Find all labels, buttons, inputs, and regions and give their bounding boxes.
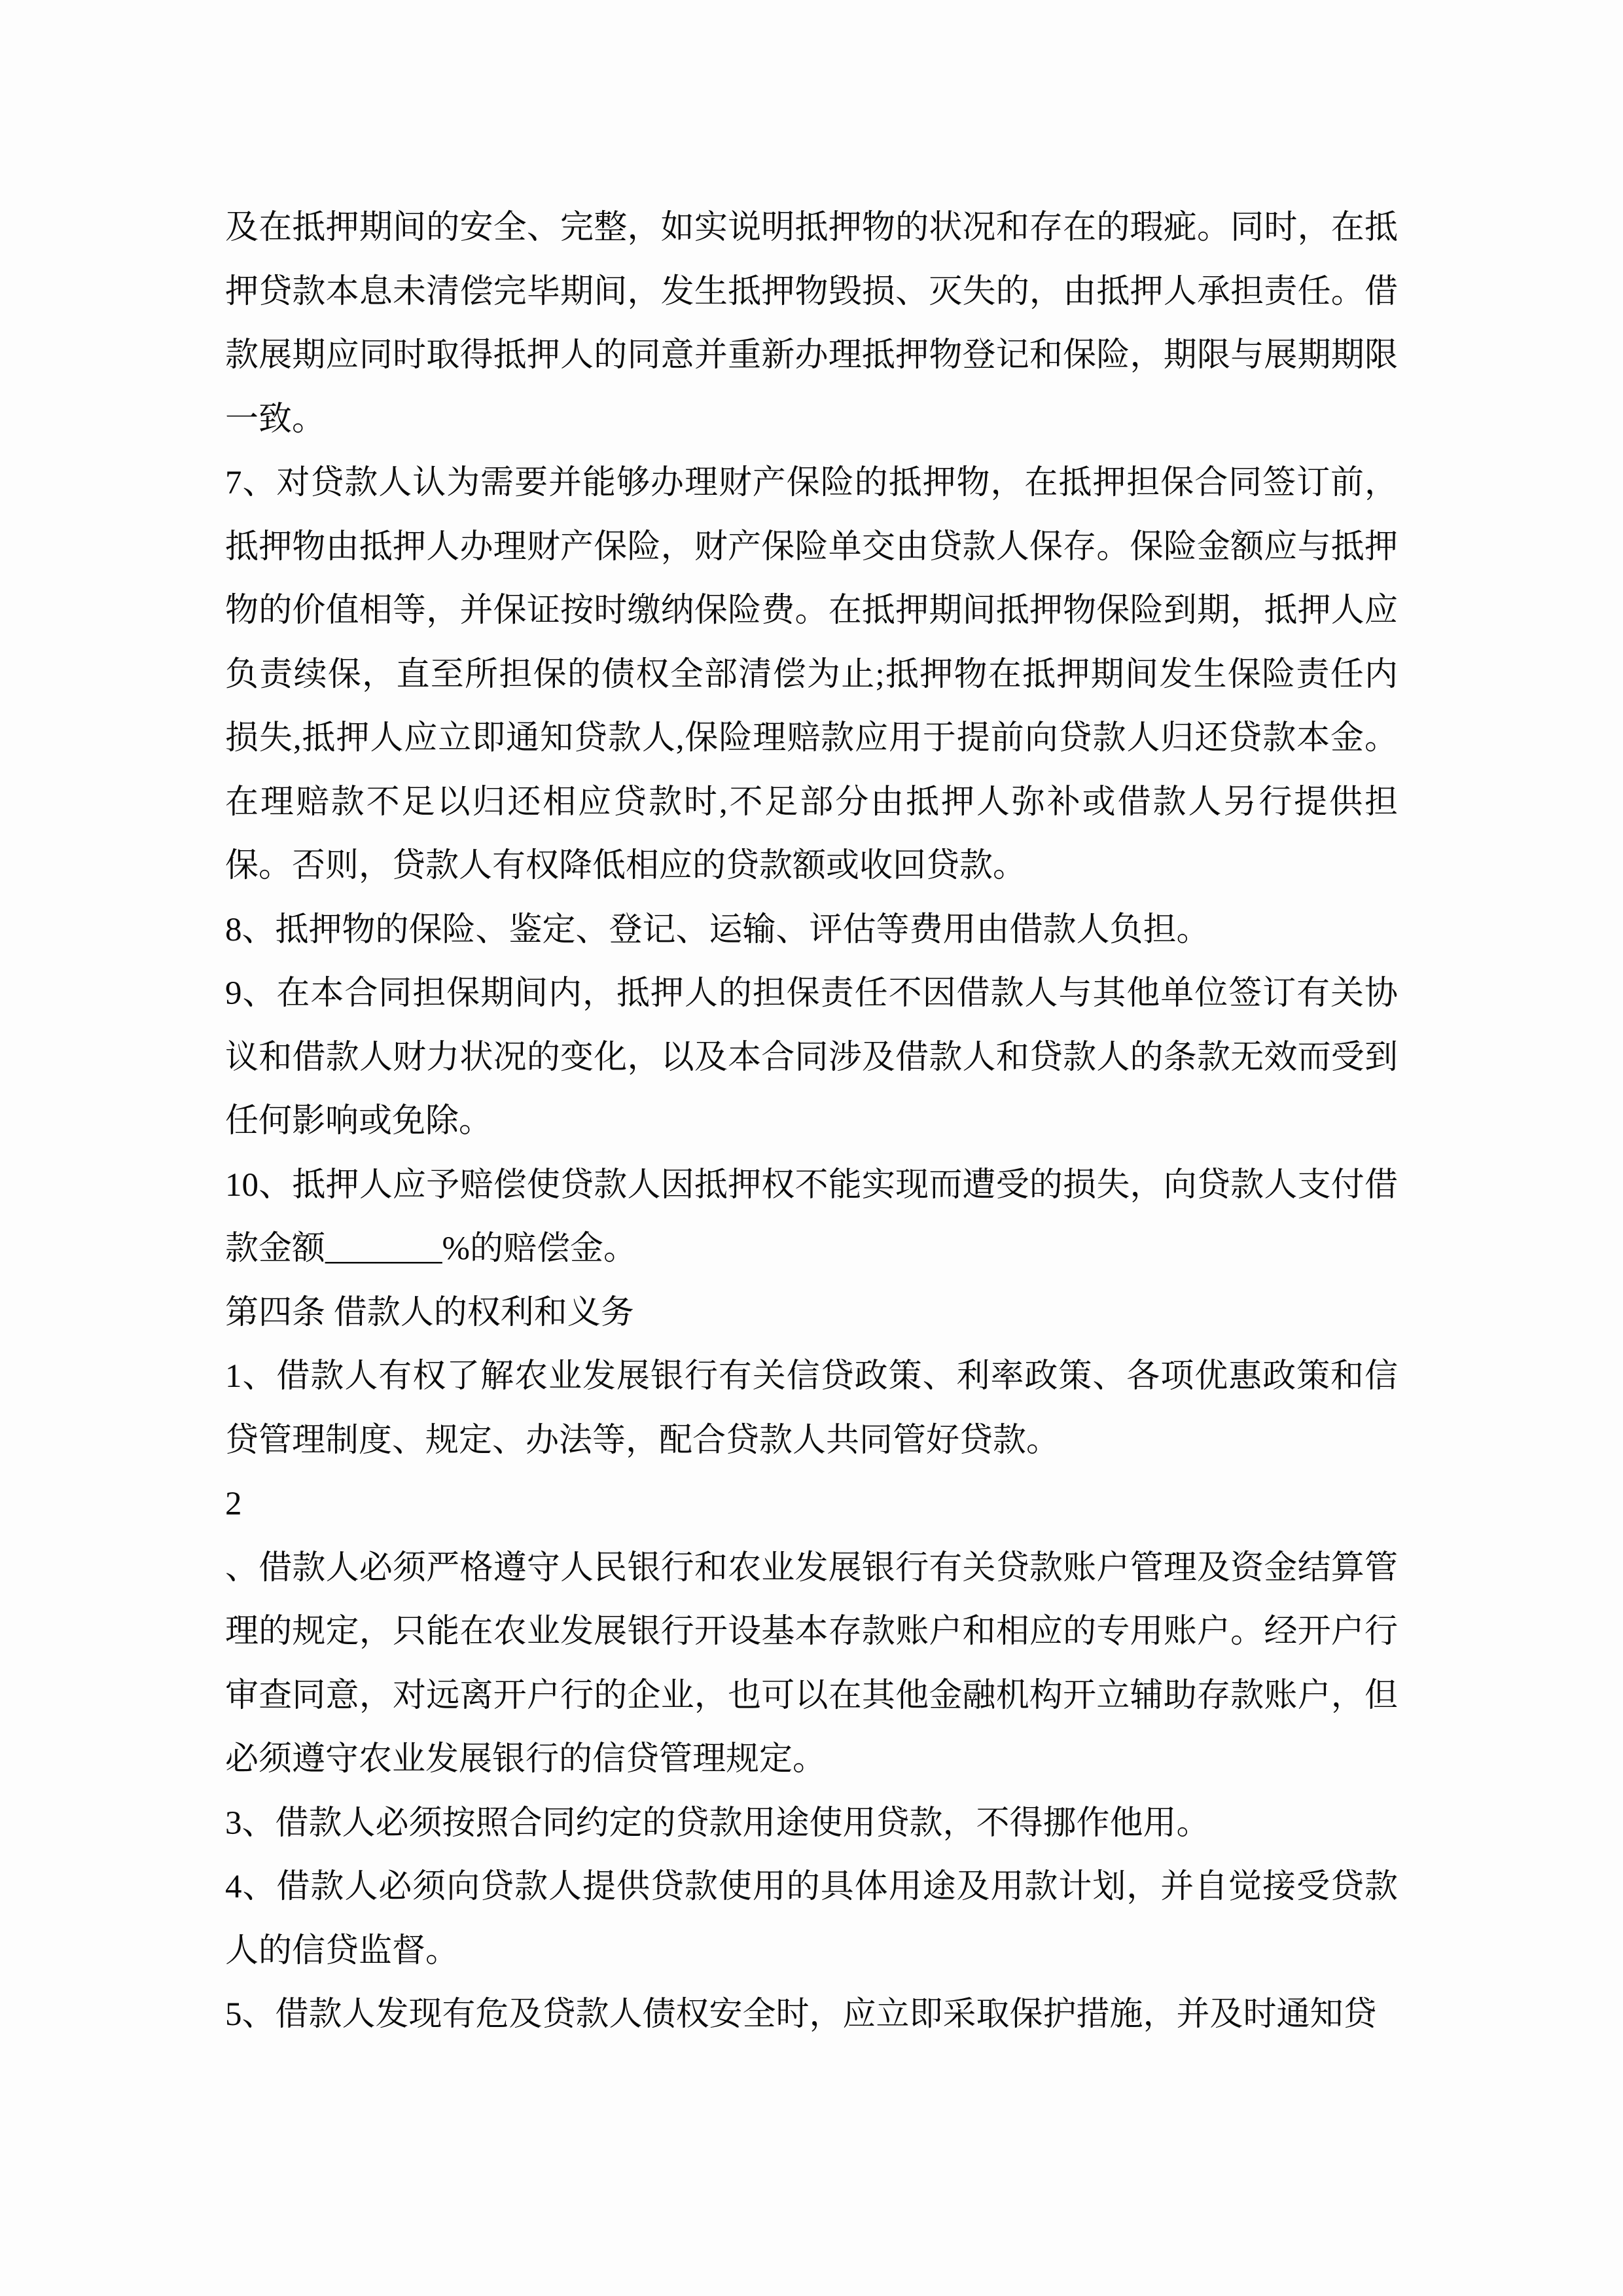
clause-8-fees: 8、抵押物的保险、鉴定、登记、运输、评估等费用由借款人负担。 [225,911,1210,948]
continuation-paragraph-mortgage-liability: 及在抵押期间的安全、完整，如实说明抵押物的状况和存在的瑕疵。同时，在抵押贷款本息未清偿完毕期间，发生抵押物毁损、灭失的，由抵押人承担责任。借款展期应同时取得抵押人的同意并重新办理抵押物登记和保险，期限与展期期限一致。 [225,209,1398,438]
clause-10-compensation-blank: 10、抵押人应予赔偿使贷款人因抵押权不能实现而遭受的损失，向贷款人支付借款金额_______%的赔偿金。 [225,1166,1398,1267]
clause-4-1-borrower-rights: 1、借款人有权了解农业发展银行有关信贷政策、利率政策、各项优惠政策和信贷管理制度、规定、办法等，配合贷款人共同管好贷款。 [225,1358,1398,1459]
clause-7-property-insurance: 7、对贷款人认为需要并能够办理财产保险的抵押物，在抵押担保合同签订前，抵押物由抵押人办理财产保险，财产保险单交由贷款人保存。保险金额应与抵押物的价值相等，并保证按时缴纳保险费。在抵押期间抵押物保险到期，抵押人应负责续保，直至所担保的债权全部清偿为止;抵押物在抵押期间发生保险责任内损失,抵押人应立即通知贷款人,保险理赔款应用于提前向贷款人归还贷款本金。在理赔款不足以归还相应贷款时,不足部分由抵押人弥补或借款人另行提供担保。否则，贷款人有权降低相应的贷款额或收回贷款。 [225,465,1398,884]
clause-4-5-protective-measures: 5、借款人发现有危及贷款人债权安全时，应立即采取保护措施，并及时通知贷 [225,1996,1377,2033]
clause-4-2-account-rules: 、借款人必须严格遵守人民银行和农业发展银行有关贷款账户管理及资金结算管理的规定，只能在农业发展银行开设基本存款账户和相应的专用账户。经开户行审查同意，对远离开户行的企业，也可以在其他金融机构开立辅助存款账户，但必须遵守农业发展银行的信贷管理规定。 [225,1549,1398,1778]
clause-9-guarantee-period: 9、在本合同担保期间内，抵押人的担保责任不因借款人与其他单位签订有关协议和借款人财力状况的变化，以及本合同涉及借款人和贷款人的条款无效而受到任何影响或免除。 [225,975,1398,1139]
clause-4-3-loan-purpose: 3、借款人必须按照合同约定的贷款用途使用贷款，不得挪作他用。 [225,1804,1210,1842]
clause-4-4-usage-plan: 4、借款人必须向贷款人提供贷款使用的具体用途及用款计划，并自觉接受贷款人的信贷监督。 [225,1869,1398,1969]
clause-4-2-number: 2 [225,1486,242,1522]
section-4-heading: 第四条 借款人的权利和义务 [225,1294,634,1331]
